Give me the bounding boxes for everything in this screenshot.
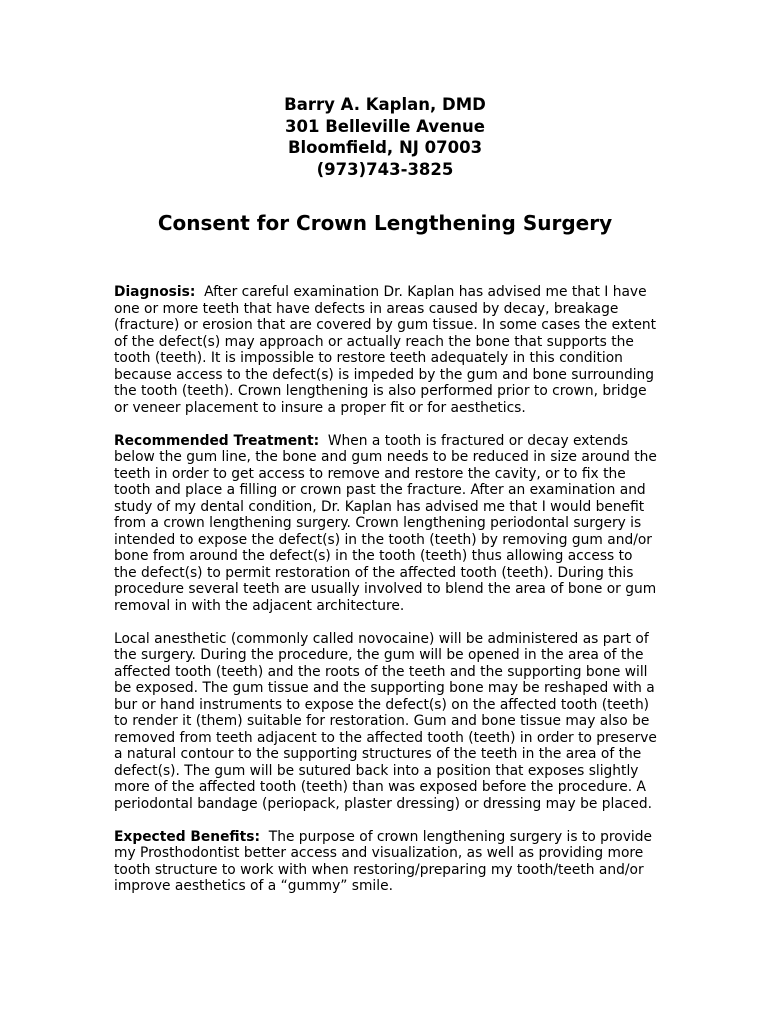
diagnosis-text: After careful examination Dr. Kaplan has advised me that I have one or more teeth that have defects in areas caused by decay, breakage (fracture) or erosion that are covered by gum tissue. In some cases the extent of the defect(s) may approach or actually reach the bone that supports the tooth (teeth). It is impossible to restore teeth adequately in this condition because access to the defect(s) is impeded by the gum and bone surrounding the tooth (teeth). Crown lengthening is also performed prior to crown, bridge or veneer placement to insure a proper fit or for aesthetics. (114, 284, 657, 416)
practice-name: Barry A. Kaplan, DMD (284, 95, 486, 114)
recommended-treatment-label: Recommended Treatment: (114, 432, 320, 449)
anesthetic-text: Local anesthetic (commonly called novocaine) will be administered as part of the surgery. During the procedure, the gum will be opened in the area of the affected tooth (teeth) and the roots of the teeth and the supporting bone will be exposed. The gum tissue and the supporting bone may be reshaped with a bur or hand instruments to expose the defect(s) on the affected tooth (teeth) to render it (them) suitable for restoration. Gum and bone tissue may also be removed from teeth adjacent to the affected tooth (teeth) in order to preserve a natural contour to the supporting structures of the teeth in the area of the defect(s). The gum will be sutured back into a position that exposes slightly more of the affected tooth (teeth) than was exposed before the procedure. A periodontal bandage (periopack, plaster dressing) or dressing may be placed. (114, 630, 657, 812)
recommended-treatment-text: When a tooth is fractured or decay extends below the gum line, the bone and gum needs to be reduced in size around the teeth in order to get access to remove and restore the cavity, or to fix the tooth and place a filling or crown past the fracture. After an examination and study of my dental condition, Dr. Kaplan has advised me that I would benefit from a crown lengthening surgery. Crown lengthening periodontal surgery is intended to expose the defect(s) in the tooth (teeth) by removing gum and/or bone from around the defect(s) in the tooth (teeth) thus allowing access to the defect(s) to permit restoration of the affected tooth (teeth). During this procedure several teeth are usually involved to blend the area of bone or gum removal in with the adjacent architecture. (114, 432, 657, 614)
practice-phone: (973)743-3825 (316, 159, 454, 179)
diagnosis-label: Diagnosis: (114, 284, 196, 300)
practice-street: 301 Belleville Avenue (285, 116, 485, 136)
practice-header (0, 94, 770, 180)
document-body (114, 284, 659, 911)
recommended-treatment-paragraph (114, 433, 659, 615)
expected-benefits-label: Expected Benefits: (114, 828, 260, 845)
practice-city: Bloomfield, NJ 07003 (287, 138, 483, 157)
expected-benefits-paragraph (114, 829, 659, 895)
anesthetic-paragraph (114, 631, 659, 813)
diagnosis-paragraph (114, 284, 659, 416)
document-title: Consent for Crown Lengthening Surgery (157, 211, 613, 235)
expected-benefits-text: The purpose of crown lengthening surgery is to provide my Prosthodontist better access and visualization, as well as providing more tooth structure to work with when restoring/preparing my tooth/teeth and/or improve aesthetics of a “gummy” smile. (114, 828, 652, 894)
